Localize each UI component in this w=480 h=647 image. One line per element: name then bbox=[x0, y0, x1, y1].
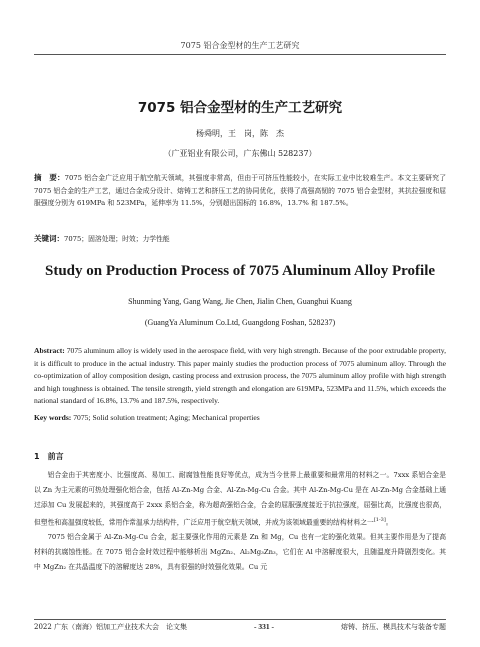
english-title: Study on Production Process of 7075 Aluminum Alloy Profile bbox=[44, 263, 436, 279]
english-keywords-label: Key words: bbox=[34, 413, 72, 422]
body-paragraph: 7075 铝合金属于 Al-Zn-Mg-Cu 合金，起主要强化作用的元素是 Zn 和 Mg，Cu 也有一定的强化效果。但其主要作用是为了提高材料的抗腐蚀性能。在 7075 铝合金时效过程中能够析出 MgZn₂、Al₂Mg₃Zn₃，它们在 Al 中溶解度很大，且随温度升降剧烈变化。其中 MgZn₂ 在共晶温度下的溶解度达 28%，具有很强的时效强化效果。Cu 元 bbox=[34, 533, 446, 572]
english-abstract bbox=[34, 345, 446, 408]
section-body bbox=[34, 468, 446, 575]
page-footer bbox=[34, 619, 446, 632]
section-heading-introduction: 1 前言 bbox=[34, 452, 64, 461]
chinese-title: 7075 铝合金型材的生产工艺研究 bbox=[137, 100, 343, 116]
chinese-abstract bbox=[34, 172, 446, 210]
running-head: 7075 铝合金型材的生产工艺研究 bbox=[34, 40, 446, 55]
chinese-abstract-text: 7075 铝合金广泛应用于航空航天领域，其强度非常高，但由于可挤压性能较小，在实际工业中比较难生产。本文主要研究了 7075 铝合金的生产工艺，通过合金成分设计、熔铸工艺和挤压工艺的协同优化，获得了高强高韧的 7075 铝合金型材，其抗拉强度和屈服强度分别为 619MPa 和 523MPa，延伸率为 11.5%，分别超出国标的 16.8%，13.7% 和 187.5%。 bbox=[34, 174, 446, 207]
body-paragraph-1-end: 。 bbox=[385, 518, 393, 527]
english-affiliation: (GuangYa Aluminum Co.Ltd, Guangdong Foshan, 528237) bbox=[144, 318, 336, 327]
page-number: - 331 - bbox=[254, 622, 275, 631]
body-paragraph-1-text: 铝合金由于其密度小、比强度高、易加工、耐腐蚀性能良好等优点，成为当今世界上最重要和最常用的材料之一。7xxx 系铝合金是以 Zn 为主元素的可热处理强化铝合金，包括 Al-Zn-Mg 合金、Al-Zn-Mg-Cu 合金。其中 Al-Zn-Mg-Cu 是在 Al-Zn-Mg 合金基础上通过添加 Cu 发展起来的，其强度高于 2xxx 系铝合金，称为超高强铝合金，合金的屈服强度接近于抗拉强度，屈强比高，比强度也很高，但塑性和高温强度较低，常用作常温承力结构件，广泛应用于航空航天领域，并成为该领域最重要的结构材料之一 bbox=[34, 471, 446, 527]
chinese-keywords bbox=[34, 233, 446, 244]
body-paragraph bbox=[34, 468, 446, 530]
english-abstract-label: Abstract: bbox=[34, 346, 65, 355]
chinese-abstract-label: 摘 要： bbox=[34, 173, 65, 182]
chinese-affiliation: （广亚铝业有限公司，广东佛山 528237） bbox=[163, 149, 317, 158]
footer-proceedings: 2022 广东（南海）铝加工产业技术大会 论文集 bbox=[34, 623, 188, 631]
footer-topic: 熔铸、挤压、模具技术与装备专题 bbox=[340, 623, 446, 631]
english-authors: Shunming Yang, Gang Wang, Jie Chen, Jialin Chen, Guanghui Kuang bbox=[128, 297, 352, 306]
english-keywords-text: 7075; Solid solution treatment; Aging; Mechanical properties bbox=[71, 413, 260, 422]
english-abstract-text: 7075 aluminum alloy is widely used in the aerospace field, with very high strength. Because of the poor extrudable property, it is difficult to produce in the actual industry. This paper mainly studies the production process of 7075 aluminum alloy. Through the co-optimization of alloy composition design, casting process and extrusion process, the 7075 aluminum alloy profile with high strength and high toughness is obtained. The tensile strength, yield strength and elongation are 619MPa, 523MPa and 11.5%, which exceeds the national standard of 16.8%, 13.7% and 187.5%, respectively. bbox=[34, 346, 446, 405]
chinese-authors: 杨舜明，王 岗，陈 杰 bbox=[196, 129, 284, 138]
chinese-keywords-text: 7075；固溶处理；时效；力学性能 bbox=[64, 235, 170, 243]
english-keywords bbox=[34, 413, 446, 422]
chinese-keywords-label: 关键词： bbox=[34, 234, 64, 243]
citation-ref: [1-3] bbox=[373, 517, 386, 523]
